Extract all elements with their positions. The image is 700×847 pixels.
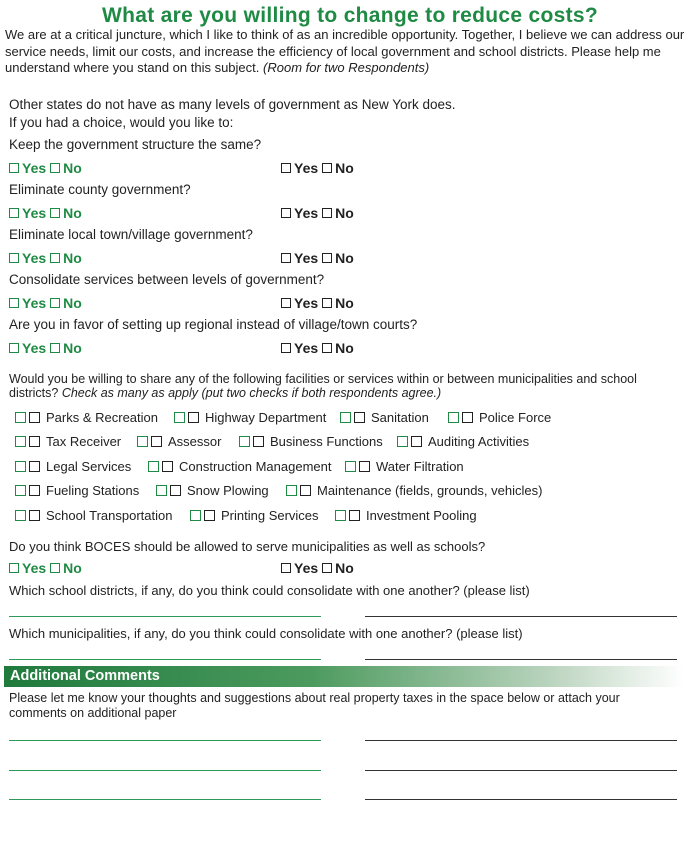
additional-comments-heading: Additional Comments: [10, 668, 160, 684]
option-label: Legal Services: [46, 459, 132, 474]
respondent-1-answer: [9, 205, 86, 221]
respondent-1-answer: [9, 295, 86, 311]
yes-label: Yes: [294, 340, 319, 356]
no-label: No: [335, 205, 354, 221]
option-maintenance: [286, 483, 542, 498]
respondent-2-checkbox[interactable]: [354, 412, 365, 423]
option-legal-services: [15, 459, 131, 474]
question-regional-courts: Are you in favor of setting up regional instead of village/town courts?: [9, 317, 418, 332]
option-label: Water Filtration: [376, 459, 464, 474]
yes-checkbox[interactable]: [281, 298, 291, 308]
yes-checkbox[interactable]: [9, 163, 19, 173]
respondent-2-answer: [281, 340, 358, 356]
share-services-question: [9, 372, 669, 400]
respondent-1-checkbox[interactable]: [174, 412, 185, 423]
yes-label: Yes: [294, 250, 319, 266]
no-label: No: [63, 160, 82, 176]
respondent-1-checkbox[interactable]: [15, 412, 26, 423]
respondent-2-comment-line[interactable]: [365, 799, 677, 800]
respondent-2-answer-line[interactable]: [365, 616, 677, 617]
no-label: No: [335, 160, 354, 176]
yes-checkbox[interactable]: [281, 253, 291, 263]
respondent-1-comment-line[interactable]: [9, 740, 321, 741]
respondent-2-answer: [281, 560, 358, 576]
yes-label: Yes: [22, 250, 47, 266]
respondent-2-checkbox[interactable]: [29, 461, 40, 472]
respondent-2-checkbox[interactable]: [29, 412, 40, 423]
respondent-2-checkbox[interactable]: [29, 436, 40, 447]
respondent-2-checkbox[interactable]: [462, 412, 473, 423]
option-label: Investment Pooling: [366, 508, 477, 523]
respondent-2-checkbox[interactable]: [300, 485, 311, 496]
no-checkbox[interactable]: [322, 563, 332, 573]
respondent-1-checkbox[interactable]: [15, 436, 26, 447]
respondent-2-checkbox[interactable]: [151, 436, 162, 447]
no-label: No: [63, 340, 82, 356]
respondent-1-checkbox[interactable]: [15, 485, 26, 496]
respondent-2-comment-line[interactable]: [365, 770, 677, 771]
no-checkbox[interactable]: [50, 343, 60, 353]
no-label: No: [335, 295, 354, 311]
yes-checkbox[interactable]: [9, 343, 19, 353]
yes-checkbox[interactable]: [9, 208, 19, 218]
intro-paragraph: [5, 27, 690, 77]
yes-checkbox[interactable]: [281, 563, 291, 573]
respondent-1-checkbox[interactable]: [156, 485, 167, 496]
option-label: Printing Services: [221, 508, 319, 523]
option-label: Auditing Activities: [428, 434, 530, 449]
comments-prompt: Please let me know your thoughts and suggestions about real property taxes in the space below or attach your comments on additional paper: [9, 691, 620, 720]
question-keep-structure: Keep the government structure the same?: [9, 137, 262, 152]
option-label: Highway Department: [205, 410, 327, 425]
respondent-2-answer: [281, 160, 358, 176]
respondent-1-checkbox[interactable]: [335, 510, 346, 521]
option-fueling-stations: [15, 483, 139, 498]
question-eliminate-county: Eliminate county government?: [9, 182, 191, 197]
yes-label: Yes: [22, 205, 47, 221]
respondent-1-answer: [9, 340, 86, 356]
option-parks-recreation: [15, 410, 158, 425]
question-municipalities: Which municipalities, if any, do you think could consolidate with one another? (please list): [9, 626, 523, 641]
option-label: Police Force: [479, 410, 552, 425]
respondent-2-answer: [281, 205, 358, 221]
question-boces: Do you think BOCES should be allowed to serve municipalities as well as schools?: [9, 539, 486, 554]
no-checkbox[interactable]: [322, 163, 332, 173]
option-snow-plowing: [156, 483, 269, 498]
option-label: Business Functions: [270, 434, 383, 449]
no-checkbox[interactable]: [322, 298, 332, 308]
yes-label: Yes: [22, 340, 47, 356]
respondent-1-comment-line[interactable]: [9, 799, 321, 800]
no-label: No: [63, 295, 82, 311]
no-label: No: [335, 250, 354, 266]
option-school-transportation: [15, 508, 172, 523]
respondent-1-checkbox[interactable]: [397, 436, 408, 447]
option-label: School Transportation: [46, 508, 173, 523]
yes-checkbox[interactable]: [281, 163, 291, 173]
respondent-2-checkbox[interactable]: [204, 510, 215, 521]
lead-in-line-1: Other states do not have as many levels of government as New York does.: [9, 97, 456, 112]
option-auditing-activities: [397, 434, 529, 449]
option-label: Parks & Recreation: [46, 410, 158, 425]
yes-checkbox[interactable]: [281, 208, 291, 218]
no-label: No: [63, 205, 82, 221]
yes-label: Yes: [22, 560, 47, 576]
no-checkbox[interactable]: [50, 163, 60, 173]
respondent-1-comment-line[interactable]: [9, 770, 321, 771]
respondent-1-checkbox[interactable]: [239, 436, 250, 447]
respondent-1-answer: [9, 250, 86, 266]
respondent-2-checkbox[interactable]: [349, 510, 360, 521]
question-eliminate-town-village: Eliminate local town/village government?: [9, 227, 253, 242]
respondent-1-answer-line[interactable]: [9, 659, 321, 660]
question-school-districts: Which school districts, if any, do you think could consolidate with one another? (please list): [9, 583, 530, 598]
yes-label: Yes: [294, 295, 319, 311]
option-label: Fueling Stations: [46, 483, 140, 498]
respondent-1-checkbox[interactable]: [190, 510, 201, 521]
option-business-functions: [239, 434, 383, 449]
respondent-1-answer: [9, 560, 86, 576]
no-label: No: [63, 560, 82, 576]
option-label: Tax Receiver: [46, 434, 122, 449]
intro-note: (Room for two Respondents): [263, 60, 430, 75]
respondent-2-checkbox[interactable]: [411, 436, 422, 447]
yes-checkbox[interactable]: [9, 298, 19, 308]
intro-text: We are at a critical juncture, which I like to think of as an incredible opportunity. Together, I believe we can address our service needs, limit our costs, and increase the efficiency of local government and school districts. Please help me understand where you stand on this subject.: [5, 27, 685, 75]
respondent-1-checkbox[interactable]: [137, 436, 148, 447]
respondent-1-answer: [9, 160, 86, 176]
respondent-1-checkbox[interactable]: [15, 510, 26, 521]
yes-label: Yes: [22, 295, 47, 311]
option-label: Maintenance (fields, grounds, vehicles): [317, 483, 543, 498]
no-label: No: [335, 340, 354, 356]
no-checkbox[interactable]: [322, 208, 332, 218]
respondent-1-checkbox[interactable]: [286, 485, 297, 496]
respondent-1-checkbox[interactable]: [448, 412, 459, 423]
respondent-2-checkbox[interactable]: [359, 461, 370, 472]
question-consolidate-services: Consolidate services between levels of government?: [9, 272, 325, 287]
option-label: Snow Plowing: [187, 483, 269, 498]
respondent-2-answer: [281, 295, 358, 311]
no-label: No: [335, 560, 354, 576]
no-checkbox[interactable]: [50, 253, 60, 263]
yes-label: Yes: [294, 205, 319, 221]
yes-checkbox[interactable]: [281, 343, 291, 353]
no-checkbox[interactable]: [50, 298, 60, 308]
option-water-filtration: [345, 459, 464, 474]
page-title: What are you willing to change to reduce costs?: [101, 4, 598, 27]
respondent-1-checkbox[interactable]: [148, 461, 159, 472]
option-police-force: [448, 410, 551, 425]
yes-label: Yes: [294, 560, 319, 576]
option-highway-department: [174, 410, 326, 425]
option-tax-receiver: [15, 434, 121, 449]
respondent-2-checkbox[interactable]: [188, 412, 199, 423]
no-checkbox[interactable]: [322, 343, 332, 353]
respondent-2-checkbox[interactable]: [162, 461, 173, 472]
respondent-2-answer-line[interactable]: [365, 659, 677, 660]
share-question-text: Would you be willing to share any of the following facilities or services within or between municipalities and school districts?: [9, 372, 637, 400]
respondent-2-checkbox[interactable]: [170, 485, 181, 496]
option-label: Sanitation: [371, 410, 429, 425]
yes-label: Yes: [22, 160, 47, 176]
yes-checkbox[interactable]: [9, 253, 19, 263]
yes-checkbox[interactable]: [9, 563, 19, 573]
respondent-2-comment-line[interactable]: [365, 740, 677, 741]
respondent-1-checkbox[interactable]: [15, 461, 26, 472]
option-label: Construction Management: [179, 459, 332, 474]
no-label: No: [63, 250, 82, 266]
respondent-2-checkbox[interactable]: [29, 510, 40, 521]
option-assessor: [137, 434, 221, 449]
respondent-2-checkbox[interactable]: [253, 436, 264, 447]
respondent-2-checkbox[interactable]: [29, 485, 40, 496]
additional-comments-banner: [4, 666, 684, 687]
option-label: Assessor: [168, 434, 222, 449]
respondent-1-answer-line[interactable]: [9, 616, 321, 617]
respondent-1-checkbox[interactable]: [345, 461, 356, 472]
no-checkbox[interactable]: [322, 253, 332, 263]
option-investment-pooling: [335, 508, 477, 523]
respondent-2-answer: [281, 250, 358, 266]
yes-label: Yes: [294, 160, 319, 176]
option-construction-management: [148, 459, 331, 474]
lead-in-line-2: If you had a choice, would you like to:: [9, 115, 234, 130]
no-checkbox[interactable]: [50, 208, 60, 218]
share-instruction: Check as many as apply (put two checks if both respondents agree.): [61, 386, 442, 400]
option-sanitation: [340, 410, 429, 425]
option-printing-services: [190, 508, 319, 523]
respondent-1-checkbox[interactable]: [340, 412, 351, 423]
no-checkbox[interactable]: [50, 563, 60, 573]
